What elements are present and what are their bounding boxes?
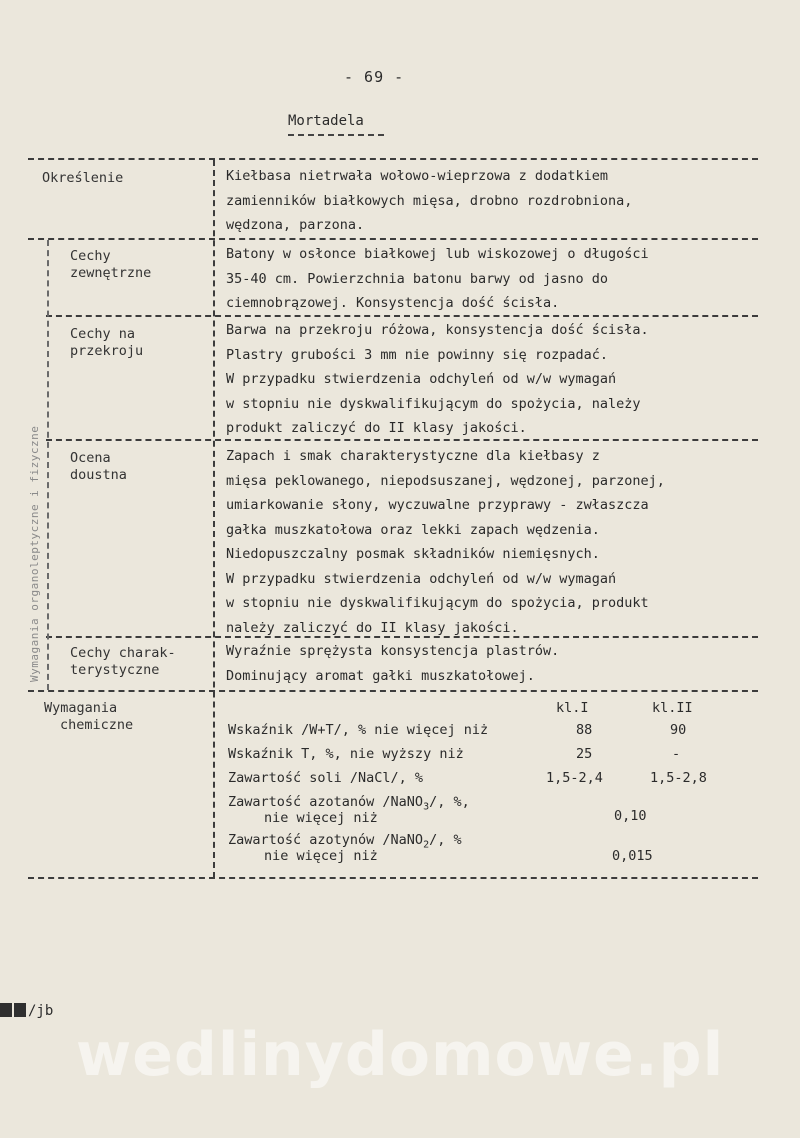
label-line: terystyczne	[70, 662, 160, 678]
chem-item-value-class-1: 25	[576, 746, 593, 762]
redacted-mark	[14, 1003, 26, 1017]
label-line: Ocena	[70, 450, 111, 466]
text-line: Plastry grubości 3 mm nie powinny się rozpadać.	[226, 346, 609, 363]
text-line: W przypadku stwierdzenia odchyleń od w/w wymagań	[226, 371, 617, 387]
table-bottom-rule	[28, 877, 758, 879]
row-content-zewnetrzne	[226, 242, 649, 316]
chem-item-value-class-1: 1,5-2,4	[546, 770, 603, 786]
text-line: Zapach i smak charakterystyczne dla kiełbasy z	[226, 448, 600, 464]
table-top-rule	[28, 158, 758, 160]
text-line: w stopniu nie dyskwalifikującym do spożycia, produkt	[226, 595, 649, 611]
label-line: Cechy na	[70, 326, 136, 342]
row-label-charakterystyczne	[70, 645, 176, 679]
watermark: wedlinydomowe.pl	[75, 1020, 725, 1090]
row-divider	[28, 238, 758, 240]
row-label-okreslenie: Określenie	[42, 170, 124, 186]
row-content-przekroj	[226, 318, 649, 441]
text-line: 35-40 cm. Powierzchnia batonu barwy od jasno do	[226, 270, 609, 287]
text-line: Barwa na przekroju różowa, konsystencja dość ścisła.	[226, 322, 649, 338]
row-divider	[28, 690, 758, 692]
label-line: zewnętrzne	[70, 265, 152, 281]
row-label-przekroj	[70, 326, 143, 360]
text-line: należy zaliczyć do II klasy jakości.	[226, 619, 519, 636]
text-line: zamienników białkowych mięsa, drobno rozdrobniona,	[226, 192, 633, 209]
text-line: wędzona, parzona.	[226, 217, 365, 233]
label-line: Cechy	[70, 248, 111, 264]
footer-text: /jb	[28, 1003, 54, 1019]
chem-item-value-class-2: -	[672, 746, 681, 762]
page-number: - 69 -	[344, 68, 405, 86]
text-line: produkt zaliczyć do II klasy jakości.	[226, 420, 527, 436]
text-line: ciemnobrązowej. Konsystencja dość ścisła.	[226, 295, 560, 311]
chem-subscript: 2	[423, 839, 430, 851]
text-line: Batony w osłonce białkowej lub wiskozowej o długości	[226, 246, 649, 262]
chem-item-azotyny-line2: nie więcej niż	[264, 848, 378, 864]
row-label-chemiczne	[44, 700, 133, 734]
column-divider	[213, 160, 215, 878]
chem-name-part: Zawartość azotynów /NaNO	[228, 832, 424, 848]
label-line: doustna	[70, 467, 127, 483]
chem-name-part: /, %,	[429, 794, 470, 810]
chem-item-name: Wskaźnik T, %, nie wyższy niż	[228, 746, 464, 762]
row-label-ocena	[70, 450, 127, 484]
footer-reference	[0, 1003, 53, 1019]
document-title: Mortadela	[288, 113, 364, 129]
text-line: umiarkowanie słony, wyczuwalne przyprawy - zwłaszcza	[226, 497, 649, 513]
label-line: Wymagania	[44, 700, 118, 716]
row-content-ocena	[226, 444, 665, 640]
side-group-label: Wymagania organoleptyczne i fizyczne	[28, 425, 41, 682]
row-label-zewnetrzne	[70, 248, 151, 282]
group-divider	[47, 240, 49, 690]
text-line: Kiełbasa nietrwała wołowo-wieprzowa z dodatkiem	[226, 168, 609, 184]
title-underline	[288, 134, 384, 136]
chem-item-name: Wskaźnik /W+T/, % nie więcej niż	[228, 722, 489, 738]
chem-item-value-class-2: 90	[670, 722, 687, 738]
chem-item-value-class-1: 88	[576, 722, 593, 738]
row-content-okreslenie	[226, 164, 632, 238]
chem-item-azotany-line2: nie więcej niż	[264, 810, 378, 826]
chem-name-part: /, %	[429, 832, 462, 848]
row-content-charakterystyczne	[226, 639, 559, 688]
text-line: mięsa peklowanego, niepodsuszanej, wędzonej, parzonej,	[226, 472, 665, 489]
column-header-class-1: kl.I	[556, 700, 589, 716]
chem-item-value-class-2: 1,5-2,8	[650, 770, 707, 786]
text-line: W przypadku stwierdzenia odchyleń od w/w wymagań	[226, 570, 617, 587]
label-line: przekroju	[70, 343, 144, 359]
chem-item-name: Zawartość soli /NaCl/, %	[228, 770, 424, 786]
text-line: Niedopuszczalny posmak składników niemięsnych.	[226, 546, 600, 562]
text-line: gałka muszkatołowa oraz lekki zapach wędzenia.	[226, 521, 600, 538]
column-header-class-2: kl.II	[652, 700, 693, 716]
label-line: chemiczne	[60, 717, 134, 733]
chem-item-value-azotany: 0,10	[614, 808, 647, 824]
text-line: Dominujący aromat gałki muszkatołowej.	[226, 667, 535, 684]
text-line: w stopniu nie dyskwalifikującym do spożycia, należy	[226, 395, 641, 412]
redacted-mark	[0, 1003, 12, 1017]
chem-name-part: Zawartość azotanów /NaNO	[228, 794, 424, 810]
chem-item-value-azotyny: 0,015	[612, 848, 653, 864]
label-line: Cechy charak-	[70, 645, 176, 661]
text-line: Wyraźnie sprężysta konsystencja plastrów.	[226, 643, 560, 659]
chem-subscript: 3	[423, 801, 430, 813]
